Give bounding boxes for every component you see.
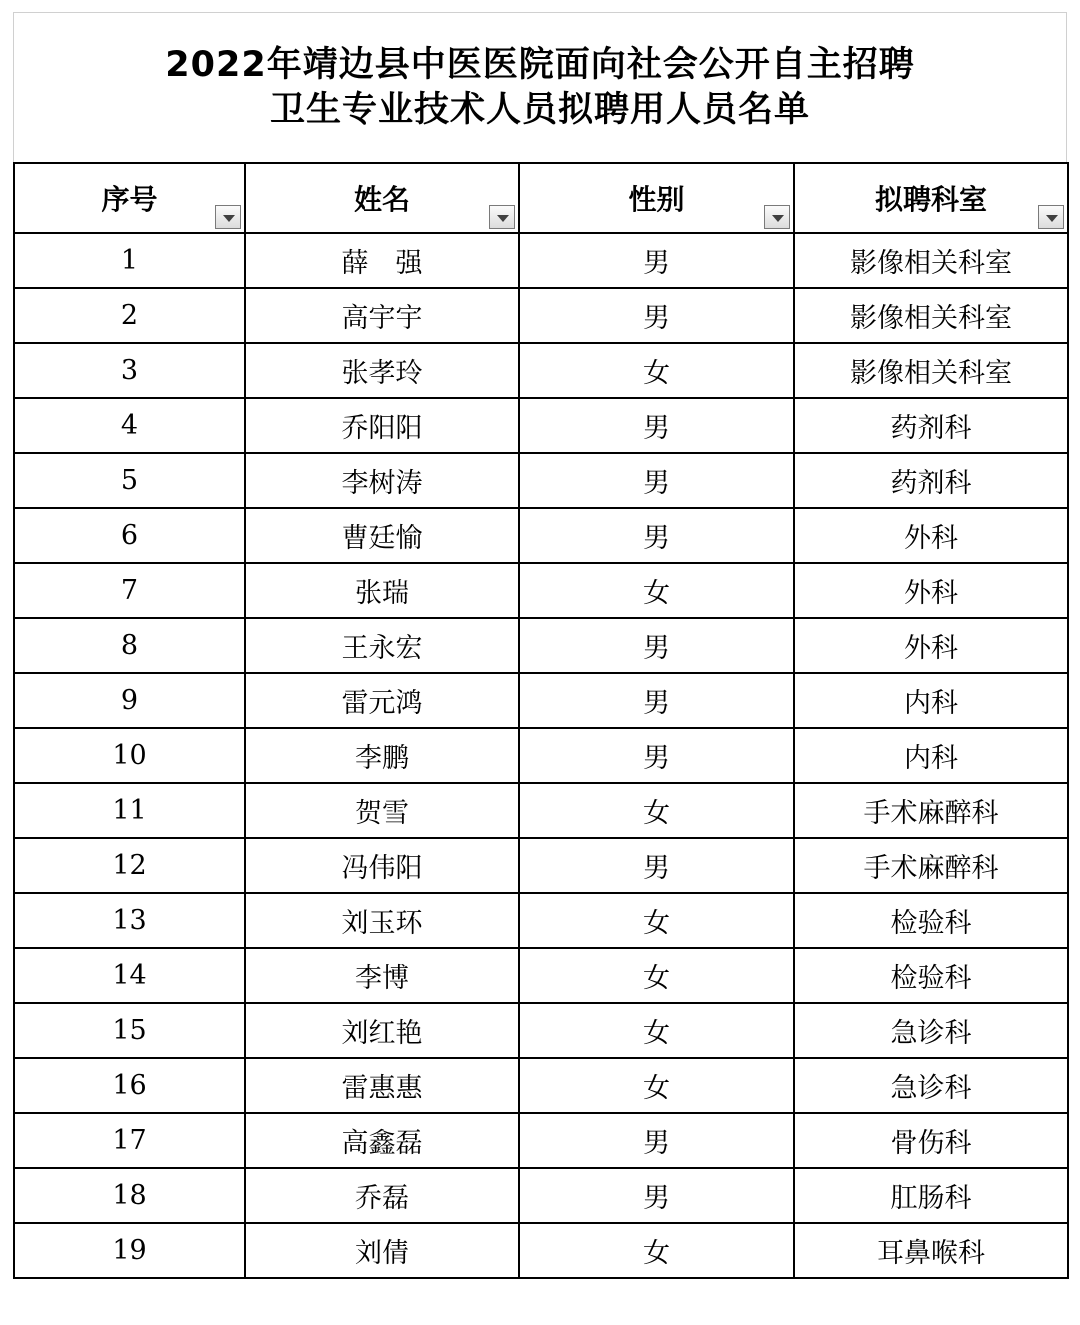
filter-dropdown-icon[interactable] [215, 205, 241, 229]
header-seq-label: 序号 [101, 183, 158, 216]
table-row [14, 1113, 1068, 1168]
table-row [14, 618, 1068, 673]
cell-department: 外科 [794, 618, 1068, 673]
header-name [245, 163, 519, 233]
cell-name: 雷元鸿 [245, 673, 519, 728]
table-row [14, 343, 1068, 398]
cell-department: 影像相关科室 [794, 233, 1068, 288]
title-cell [13, 12, 1067, 162]
cell-name: 李博 [245, 948, 519, 1003]
cell-department: 外科 [794, 508, 1068, 563]
table-row [14, 1058, 1068, 1113]
cell-name: 薛 强 [245, 233, 519, 288]
cell-name: 雷惠惠 [245, 1058, 519, 1113]
table-row [14, 673, 1068, 728]
title-line-2: 卫生专业技术人员拟聘用人员名单 [269, 89, 810, 130]
cell-name: 贺雪 [245, 783, 519, 838]
cell-seq: 16 [14, 1058, 245, 1113]
cell-gender: 男 [519, 838, 794, 893]
cell-gender: 女 [519, 1003, 794, 1058]
cell-department: 检验科 [794, 948, 1068, 1003]
cell-department: 肛肠科 [794, 1168, 1068, 1223]
cell-gender: 男 [519, 1168, 794, 1223]
header-department [794, 163, 1068, 233]
cell-seq: 19 [14, 1223, 245, 1278]
cell-name: 张瑞 [245, 563, 519, 618]
cell-department: 骨伤科 [794, 1113, 1068, 1168]
header-gender-label: 性别 [628, 183, 685, 216]
header-department-label: 拟聘科室 [874, 183, 987, 216]
cell-seq: 4 [14, 398, 245, 453]
table-row [14, 508, 1068, 563]
cell-department: 药剂科 [794, 398, 1068, 453]
cell-name: 刘倩 [245, 1223, 519, 1278]
table-row [14, 1223, 1068, 1278]
cell-gender: 女 [519, 1223, 794, 1278]
table-row [14, 288, 1068, 343]
cell-name: 高鑫磊 [245, 1113, 519, 1168]
cell-name: 刘红艳 [245, 1003, 519, 1058]
cell-seq: 7 [14, 563, 245, 618]
cell-department: 内科 [794, 673, 1068, 728]
cell-gender: 男 [519, 453, 794, 508]
filter-dropdown-icon[interactable] [489, 205, 515, 229]
cell-gender: 男 [519, 728, 794, 783]
cell-seq: 1 [14, 233, 245, 288]
cell-gender: 女 [519, 343, 794, 398]
cell-name: 张孝玲 [245, 343, 519, 398]
cell-gender: 男 [519, 288, 794, 343]
header-row [14, 163, 1068, 233]
cell-seq: 8 [14, 618, 245, 673]
cell-gender: 女 [519, 893, 794, 948]
cell-name: 乔磊 [245, 1168, 519, 1223]
table-row [14, 233, 1068, 288]
cell-department: 耳鼻喉科 [794, 1223, 1068, 1278]
cell-seq: 10 [14, 728, 245, 783]
cell-department: 急诊科 [794, 1003, 1068, 1058]
cell-name: 李鹏 [245, 728, 519, 783]
cell-seq: 14 [14, 948, 245, 1003]
cell-gender: 男 [519, 618, 794, 673]
cell-seq: 17 [14, 1113, 245, 1168]
cell-name: 曹廷愉 [245, 508, 519, 563]
staff-table [13, 162, 1069, 1279]
cell-seq: 15 [14, 1003, 245, 1058]
table-row [14, 893, 1068, 948]
cell-seq: 2 [14, 288, 245, 343]
table-row [14, 838, 1068, 893]
cell-name: 刘玉环 [245, 893, 519, 948]
table-row [14, 728, 1068, 783]
cell-seq: 3 [14, 343, 245, 398]
table-row [14, 398, 1068, 453]
cell-department: 内科 [794, 728, 1068, 783]
cell-name: 李树涛 [245, 453, 519, 508]
cell-department: 药剂科 [794, 453, 1068, 508]
table-row [14, 948, 1068, 1003]
cell-gender: 男 [519, 508, 794, 563]
table-row [14, 783, 1068, 838]
cell-department: 手术麻醉科 [794, 838, 1068, 893]
cell-seq: 11 [14, 783, 245, 838]
header-name-label: 姓名 [353, 183, 410, 216]
cell-gender: 男 [519, 398, 794, 453]
cell-gender: 女 [519, 948, 794, 1003]
cell-department: 影像相关科室 [794, 288, 1068, 343]
cell-name: 冯伟阳 [245, 838, 519, 893]
table-row [14, 563, 1068, 618]
cell-gender: 男 [519, 233, 794, 288]
header-seq [14, 163, 245, 233]
cell-seq: 6 [14, 508, 245, 563]
cell-department: 外科 [794, 563, 1068, 618]
cell-seq: 18 [14, 1168, 245, 1223]
cell-department: 手术麻醉科 [794, 783, 1068, 838]
cell-seq: 12 [14, 838, 245, 893]
cell-department: 影像相关科室 [794, 343, 1068, 398]
filter-dropdown-icon[interactable] [764, 205, 790, 229]
cell-gender: 女 [519, 1058, 794, 1113]
table-row [14, 1003, 1068, 1058]
cell-gender: 女 [519, 783, 794, 838]
cell-department: 检验科 [794, 893, 1068, 948]
title-line-1: 2022年靖边县中医医院面向社会公开自主招聘 [165, 44, 915, 85]
cell-gender: 女 [519, 563, 794, 618]
spreadsheet [13, 12, 1067, 1312]
cell-seq: 13 [14, 893, 245, 948]
header-gender [519, 163, 794, 233]
filter-dropdown-icon[interactable] [1038, 205, 1064, 229]
cell-gender: 男 [519, 1113, 794, 1168]
table-row [14, 1168, 1068, 1223]
cell-department: 急诊科 [794, 1058, 1068, 1113]
cell-seq: 5 [14, 453, 245, 508]
cell-name: 高宇宇 [245, 288, 519, 343]
cell-name: 乔阳阳 [245, 398, 519, 453]
cell-name: 王永宏 [245, 618, 519, 673]
table-row [14, 453, 1068, 508]
cell-gender: 男 [519, 673, 794, 728]
cell-seq: 9 [14, 673, 245, 728]
